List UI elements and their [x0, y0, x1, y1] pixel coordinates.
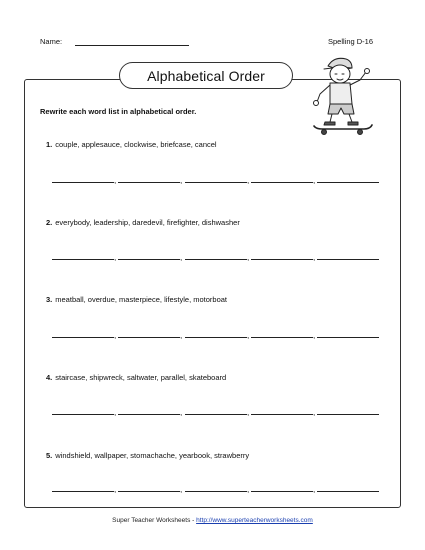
comma: ,	[247, 408, 250, 417]
comma: ,	[114, 485, 117, 494]
footer-separator: -	[192, 517, 195, 524]
answer-blank[interactable]	[317, 414, 379, 415]
comma: ,	[313, 408, 316, 417]
comma: ,	[313, 485, 316, 494]
comma: ,	[114, 253, 117, 262]
answer-blank[interactable]	[52, 337, 114, 338]
answer-blank[interactable]	[118, 182, 180, 183]
comma: ,	[180, 485, 183, 494]
instructions: Rewrite each word list in alphabetical order.	[40, 107, 197, 116]
answer-blank[interactable]	[52, 491, 114, 492]
word-list: everybody, leadership, daredevil, firefighter, dishwasher	[55, 218, 240, 227]
answer-blank[interactable]	[52, 259, 114, 260]
comma: ,	[114, 408, 117, 417]
word-list: couple, applesauce, clockwise, briefcase, cancel	[55, 140, 217, 149]
answer-blank[interactable]	[317, 182, 379, 183]
comma: ,	[180, 176, 183, 185]
question-number: 1.	[46, 140, 53, 149]
answer-blank[interactable]	[118, 337, 180, 338]
comma: ,	[313, 253, 316, 262]
comma: ,	[180, 331, 183, 340]
answer-blank[interactable]	[118, 491, 180, 492]
word-list: meatball, overdue, masterpiece, lifestyle, motorboat	[55, 295, 228, 304]
answer-blank[interactable]	[185, 182, 247, 183]
answer-blank[interactable]	[251, 259, 313, 260]
answer-blank[interactable]	[251, 182, 313, 183]
publisher-name: Super Teacher Worksheets	[112, 517, 191, 524]
answer-blank[interactable]	[251, 337, 313, 338]
comma: ,	[180, 253, 183, 262]
answer-blank[interactable]	[185, 337, 247, 338]
question-number: 4.	[46, 373, 53, 382]
footer	[0, 517, 425, 524]
question-number: 5.	[46, 451, 53, 460]
answer-blank[interactable]	[251, 414, 313, 415]
answer-blank[interactable]	[118, 414, 180, 415]
comma: ,	[247, 331, 250, 340]
comma: ,	[114, 176, 117, 185]
comma: ,	[313, 176, 316, 185]
comma: ,	[313, 331, 316, 340]
comma: ,	[247, 253, 250, 262]
answer-blank[interactable]	[185, 259, 247, 260]
question-3	[46, 295, 227, 304]
answer-blank[interactable]	[251, 491, 313, 492]
answer-blank[interactable]	[185, 491, 247, 492]
answer-blank[interactable]	[52, 182, 114, 183]
word-list: windshield, wallpaper, stomachache, yearbook, strawberry	[55, 451, 250, 460]
skateboarder-illustration	[300, 52, 380, 138]
comma: ,	[247, 176, 250, 185]
worksheet-code: Spelling D-16	[328, 37, 374, 46]
question-number: 2.	[46, 218, 53, 227]
answer-blank[interactable]	[317, 259, 379, 260]
title-banner	[119, 62, 293, 89]
question-number: 3.	[46, 295, 53, 304]
page-title: Alphabetical Order	[147, 67, 265, 84]
question-4	[46, 373, 226, 382]
answer-blank[interactable]	[317, 337, 379, 338]
comma: ,	[114, 331, 117, 340]
comma: ,	[180, 408, 183, 417]
comma: ,	[247, 485, 250, 494]
question-1	[46, 140, 217, 149]
question-5	[46, 451, 249, 460]
website-link[interactable]: http://www.superteacherworksheets.com	[196, 517, 313, 524]
answer-blank[interactable]	[185, 414, 247, 415]
name-field[interactable]	[75, 45, 189, 46]
answer-blank[interactable]	[52, 414, 114, 415]
word-list: staircase, shipwreck, saltwater, parallel, skateboard	[55, 373, 227, 382]
answer-blank[interactable]	[118, 259, 180, 260]
name-label: Name:	[40, 37, 63, 46]
question-2	[46, 218, 240, 227]
answer-blank[interactable]	[317, 491, 379, 492]
